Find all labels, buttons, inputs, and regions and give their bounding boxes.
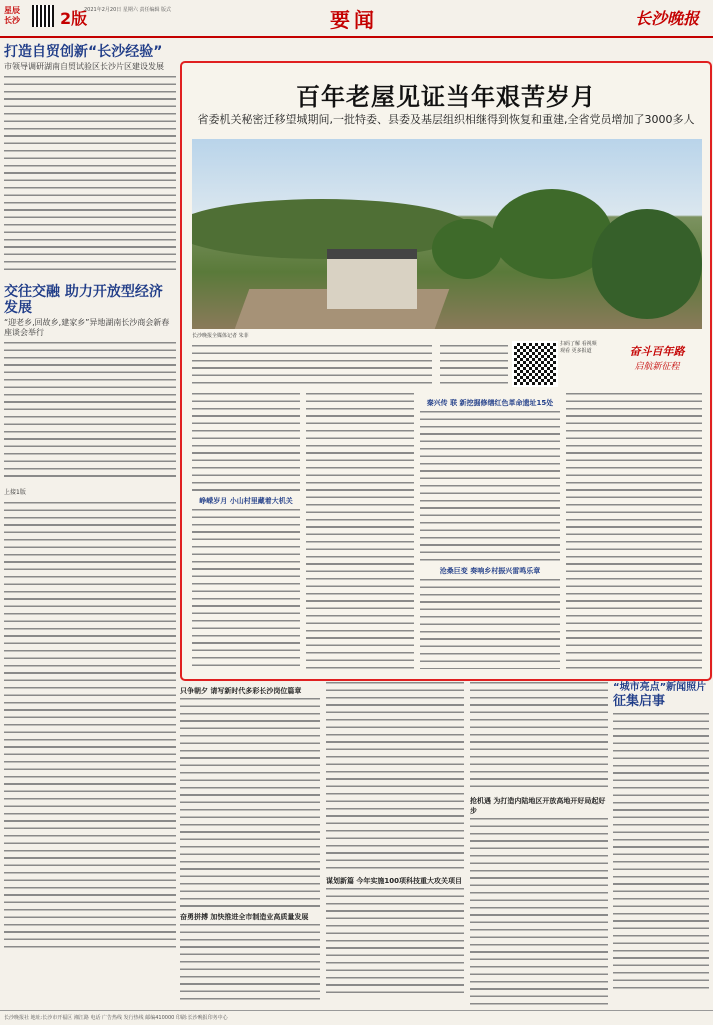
- article-body-1: [4, 76, 176, 276]
- column-1-heading: 峥嵘岁月 小山村里藏着大机关: [199, 497, 293, 505]
- photo-contest-notice: [613, 682, 709, 993]
- section-title: 要闻: [330, 8, 378, 32]
- bottom-headline-3: 抢机遇 为打造内陆地区开放高地开好局起好步: [470, 797, 606, 815]
- photo-tree: [592, 209, 702, 319]
- paper-logo: 星辰长沙: [4, 6, 20, 25]
- badge-line-2: 启航新征程: [634, 362, 680, 372]
- feature-column-3: [420, 393, 560, 669]
- bottom-headline-1: 只争朝夕 请写新时代多彩长沙岗位篇章: [180, 687, 302, 695]
- photo-tree: [432, 219, 502, 279]
- series-badge: [612, 343, 702, 372]
- notice-title-2: 征集启事: [613, 694, 666, 709]
- page-header: [0, 0, 713, 38]
- photo-caption: 长沙晚报全媒体记者 朱菲: [192, 333, 249, 339]
- notice-title-1: “城市亮点”新闻照片: [613, 682, 707, 693]
- column-3-heading-b: 沧桑巨变 奏响乡村振兴雷鸣乐章: [439, 567, 541, 575]
- feature-photo: [192, 139, 702, 329]
- page-number: 2版: [60, 9, 88, 28]
- issue-info: 2021年2月20日 星期六 责任编辑 版式: [84, 7, 172, 13]
- bottom-headline-4: 奋勇拼搏 加快推进全市制造业高质量发展: [180, 913, 309, 921]
- article-body-2: [4, 342, 176, 482]
- article-qr-code[interactable]: [512, 341, 558, 387]
- column-3-heading-a: 秦兴传 联 新挖掘修缮红色革命遗址15处: [426, 399, 554, 407]
- feature-column-1: [192, 393, 300, 669]
- feature-subtitle: 省委机关秘密迁移望城期间,一批特委、县委及基层组织相继得到恢复和重建,全省党员增加了3000多人: [197, 113, 695, 126]
- brand-logo: 长沙晚报: [634, 9, 699, 28]
- headline-2: 交往交融 助力开放型经济发展: [4, 284, 163, 316]
- badge-line-1: 奋斗百年路: [629, 345, 685, 358]
- headline-1: 打造自贸创新“长沙经验”: [4, 44, 163, 60]
- subheadline-2: “迎老乡,回故乡,建家乡”异地湖南长沙商会新春座谈会举行: [4, 318, 170, 337]
- bottom-column-2: [326, 682, 464, 998]
- bottom-column-1: [180, 682, 320, 1004]
- feature-column-4: [566, 393, 702, 669]
- photo-old-house: [327, 249, 417, 309]
- photo-caption-text: [192, 345, 432, 389]
- bottom-headline-2: 谋划新篇 今年实施100项科技重大攻关项目: [326, 877, 463, 885]
- feature-title: 百年老屋见证当年艰苦岁月: [296, 82, 596, 111]
- continued-label: 上接1版: [4, 489, 26, 496]
- subheadline-1: 市领导调研湖南自贸试验区长沙片区建设发展: [4, 62, 164, 71]
- feature-story: [180, 61, 712, 681]
- header-qr-icon: [32, 5, 54, 27]
- qr-caption: 扫码了解 看视频 观看 更多报道: [560, 341, 597, 354]
- left-column: [4, 40, 176, 952]
- intro-text: [440, 345, 508, 389]
- page-footer: 长沙晚报社 地址:长沙市开福区 湘江路 电话 广告热线 发行热线 邮编410000 印刷:长沙晚报印务中心: [0, 1010, 713, 1025]
- article-body-3: [4, 502, 176, 952]
- feature-column-2: [306, 393, 414, 669]
- bottom-column-3: [470, 682, 608, 1008]
